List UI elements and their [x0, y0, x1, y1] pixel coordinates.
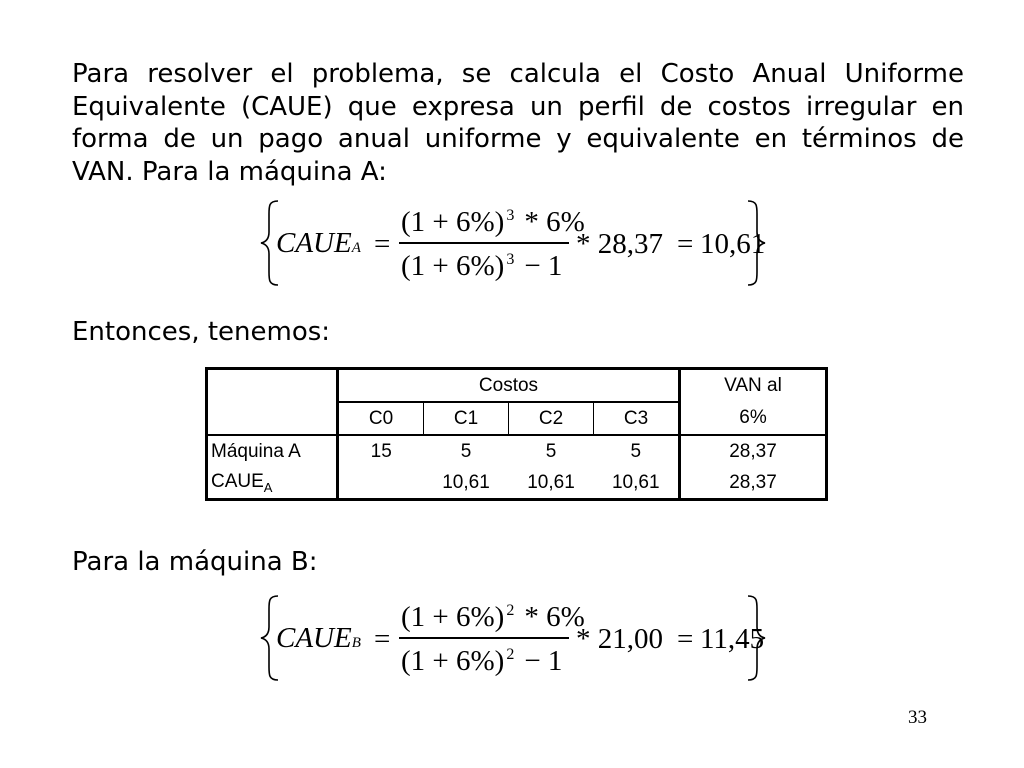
col-c0: C0	[338, 402, 424, 435]
col-c2: C2	[509, 402, 594, 435]
cell: 15	[338, 435, 424, 467]
heading-then: Entonces, tenemos:	[72, 317, 331, 347]
multiplier: * 28,37	[576, 228, 663, 260]
caue-label: CAUEB	[276, 622, 361, 654]
empty-corner-2	[207, 402, 338, 435]
equation-caue-a	[258, 198, 768, 288]
numerator: (1 + 6%) $^2$ * 6%	[401, 601, 585, 633]
numerator: (1 + 6%) $^3$ * 6%	[401, 206, 585, 238]
denominator: (1 + 6%) $^3$ − 1	[401, 250, 563, 282]
costos-header: Costos	[338, 369, 680, 403]
table-header-row	[207, 369, 827, 403]
caue-label: CAUEA	[276, 227, 361, 259]
van-header-rate: 6%	[680, 402, 827, 435]
result: 11,45	[700, 623, 765, 655]
right-brace-icon	[258, 198, 768, 288]
cell: 10,61	[527, 471, 575, 493]
cell: 5	[545, 440, 557, 462]
cell: 10,61	[611, 471, 660, 493]
col-c1: C1	[424, 402, 509, 435]
result: 10,61	[700, 228, 766, 260]
row-label-maquina-a: Máquina A	[211, 440, 301, 462]
cell: 10,61	[442, 471, 490, 493]
multiplier: * 21,00	[576, 623, 663, 655]
right-brace-icon	[258, 593, 768, 683]
equals-sign-2: =	[677, 228, 694, 260]
cell-van: 28,37	[680, 435, 827, 467]
equals-sign-2: =	[677, 623, 694, 655]
van-header: VAN al	[680, 369, 827, 403]
equation-caue-b	[258, 593, 768, 683]
cell: 5	[630, 440, 642, 462]
page-number: 33	[908, 707, 927, 728]
intro-paragraph: Para resolver el problema, se calcula el Costo Anual Uniforme Equivalente (CAUE) que expresa un perfil de costos irregular en forma de un pago anual uniforme y equivalente en términos de VAN. Para la máquina A:	[72, 59, 964, 187]
table-row	[207, 467, 827, 500]
cell	[338, 467, 424, 500]
col-c3: C3	[594, 402, 680, 435]
equals-sign: =	[374, 623, 391, 655]
empty-corner	[207, 369, 338, 403]
costs-table	[205, 367, 828, 501]
equals-sign: =	[374, 228, 391, 260]
cell-van: 28,37	[680, 467, 827, 500]
table-subheader-row	[207, 402, 827, 435]
heading-machine-b: Para la máquina B:	[72, 547, 318, 577]
cell: 5	[460, 440, 472, 462]
row-label-caue-a: $CAUE_A$	[211, 470, 273, 495]
denominator: (1 + 6%) $^2$ − 1	[401, 645, 563, 677]
table-row	[207, 435, 827, 467]
